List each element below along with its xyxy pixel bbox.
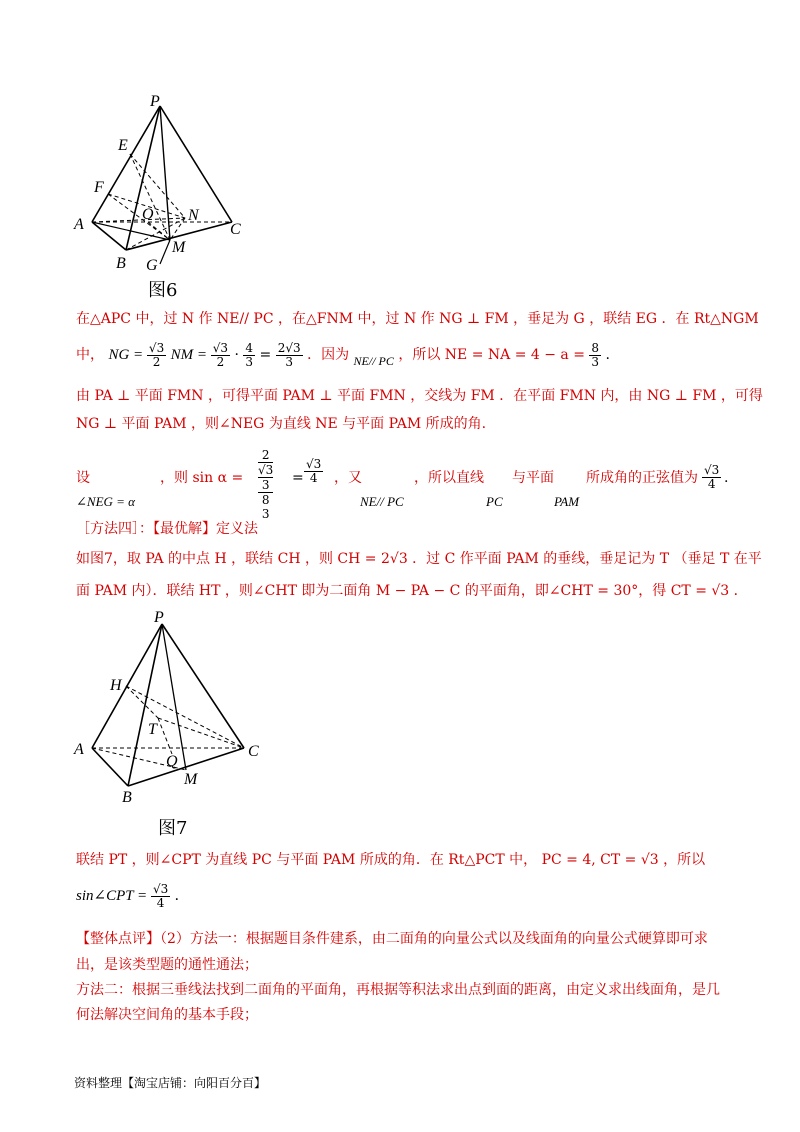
text-line-1: 在△APC 中，过 N 作 NE// PC ，在△FNM 中，过 N 作 NG ⊥ FM ，垂足为 G ，联结 EG ．在 Rt△NGM — [76, 311, 759, 327]
summary-line-4: 何法解决空间角的基本手段； — [76, 1007, 258, 1023]
fig6-label-g: G — [146, 257, 158, 274]
summary-line-2: 出，是该类型题的通性通法； — [76, 957, 258, 973]
figure-7 — [72, 606, 272, 806]
text-line-9: sin∠CPT = $\frac{√3}{4}$ ． — [76, 881, 189, 910]
text-line-7: 面 PAM 内）．联结 HT ，则∠CHT 即为二面角 M − PA − C 的平面角，即∠CHT = 30°，得 CT = √3 ． — [76, 583, 748, 599]
fig7-label-q: Q — [166, 753, 178, 770]
fig7-label-h: H — [110, 677, 122, 694]
figure-6-caption: 图6 — [148, 280, 178, 301]
method-four-heading: ［方法四］：【最优解】定义法 — [76, 521, 258, 537]
figure-7-caption: 图7 — [158, 818, 188, 839]
summary-line-1: 【整体点评】（2）方法一：根据题目条件建系，由二面角的向量公式以及线面角的向量公式硬算即可求 — [76, 931, 708, 947]
fig7-label-c: C — [248, 743, 259, 760]
fig6-label-n: N — [188, 207, 199, 224]
fig7-label-t: T — [148, 721, 157, 738]
text-line-4: NG ⊥ 平面 PAM ，则∠NEG 为直线 NE 与平面 PAM 所成的角. — [76, 416, 487, 432]
fig7-label-a: A — [74, 741, 84, 758]
fig7-label-b: B — [122, 789, 132, 806]
fig6-label-p: P — [150, 93, 160, 110]
summary-line-3: 方法二：根据三垂线法找到二面角的平面角，再根据等积法求出点到面的距离，由定义求出线面角，是几 — [76, 982, 720, 998]
fig6-label-b: B — [116, 255, 126, 272]
fig6-label-e: E — [118, 137, 128, 154]
text-line-6: 如图7，取 PA 的中点 H ，联结 CH ，则 CH = 2√3 ．过 C 作平面 PAM 的垂线，垂足记为 T （垂足 T 在平 — [76, 551, 762, 567]
fig7-label-m: M — [184, 771, 198, 788]
text-line-5: 设 ∠NEG = α ，则 sin α = 2 √3 3 8 3 = $\frac{√3}{4}$ ，又 NE// PC ，所以直线 PC 与平面 PAM 所成角的正弦值为 $\frac{√3}{4}$ . — [76, 448, 729, 521]
text-line-8: 联结 PT ，则∠CPT 为直线 PC 与平面 PAM 所成的角．在 Rt△PCT 中， PC = 4, CT = √3 ，所以 — [76, 852, 706, 868]
figure-6 — [70, 92, 260, 277]
text-line-2: 中， NG = $\frac{√3}{2}$ NM = $\frac{√3}{2}$ · $\frac{4}{3}$ = $\frac{2√3}{3}$ ．因为 NE// PC ，所以 NE = NA = 4 − a = $\frac{8}{3}$ . — [76, 340, 610, 369]
text-line-3: 由 PA ⊥ 平面 FMN ，可得平面 PAM ⊥ 平面 FMN ，交线为 FM ．在平面 FMN 内，由 NG ⊥ FM ，可得 — [76, 388, 763, 404]
fig6-label-m: M — [172, 239, 186, 256]
fig6-label-c: C — [230, 221, 241, 238]
fig7-label-p: P — [154, 609, 164, 626]
fig6-label-a: A — [74, 216, 84, 233]
footer-source: 资料整理【淘宝店铺：向阳百分百】 — [74, 1076, 267, 1090]
fig6-label-o: O — [142, 206, 154, 223]
fig6-label-f: F — [94, 179, 104, 196]
